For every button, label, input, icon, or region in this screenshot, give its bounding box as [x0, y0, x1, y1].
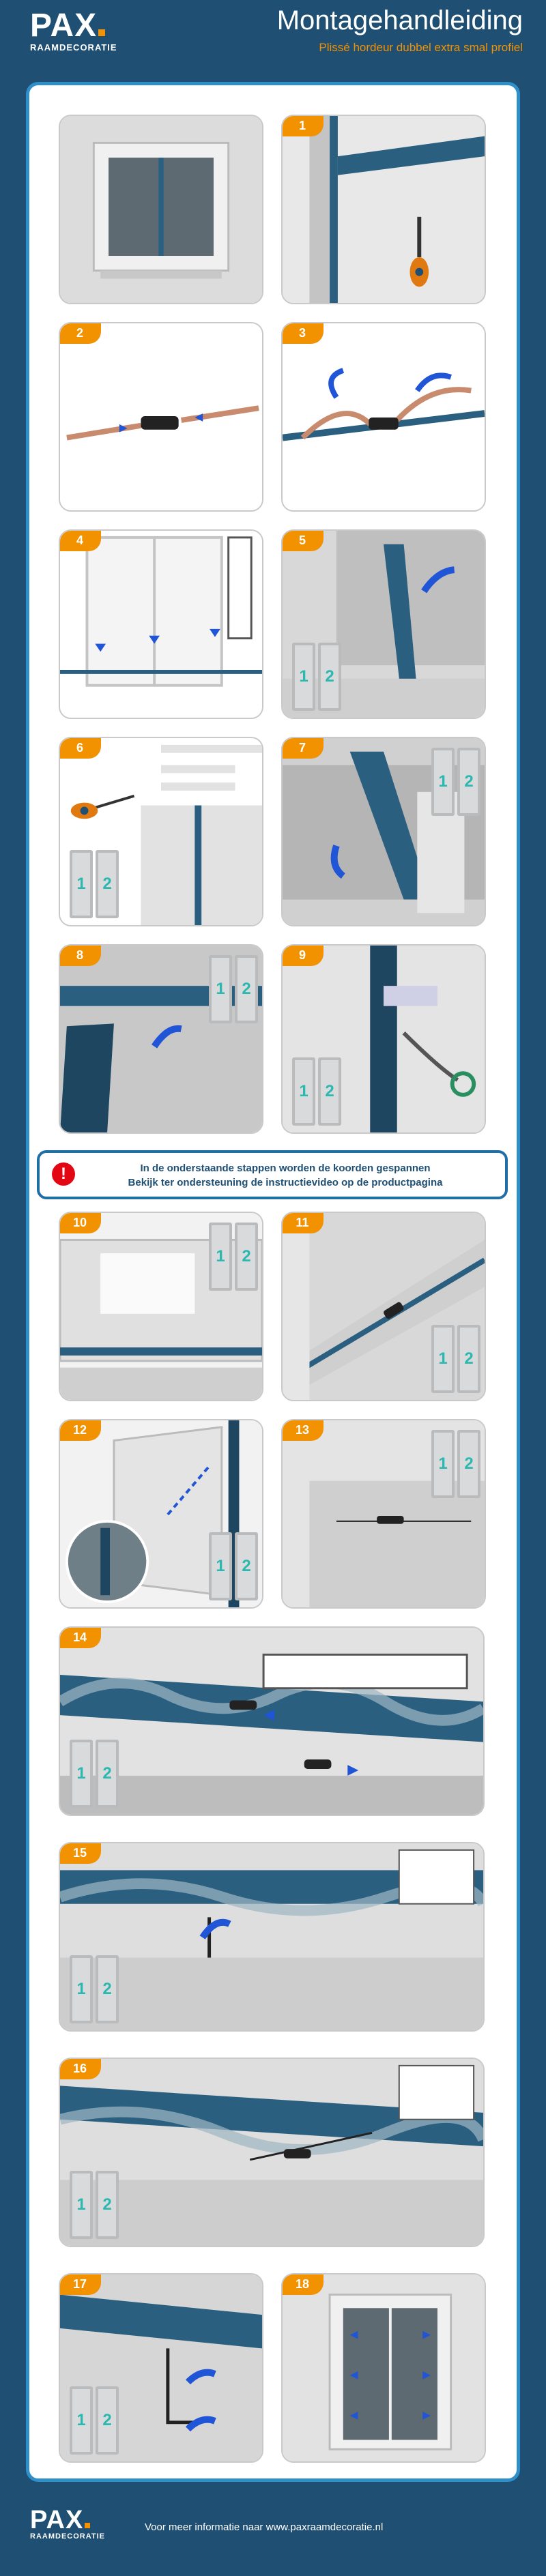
step-13 — [281, 1419, 486, 1609]
step-0 — [59, 115, 263, 304]
step-number-badge: 10 — [59, 1212, 101, 1233]
logo-dot — [98, 29, 105, 36]
window-icon: 1 2 — [431, 748, 480, 816]
step-number-badge: 3 — [281, 322, 324, 344]
step-17 — [59, 2273, 263, 2463]
footer-logo-text: PAX — [30, 2506, 84, 2534]
step-1 — [281, 115, 486, 304]
step-number-badge: 8 — [59, 944, 101, 966]
step-18 — [281, 2273, 486, 2463]
notice-line-2: Bekijk ter ondersteuning de instructievideo op de productpagina — [128, 1177, 443, 1188]
step-number-badge: 7 — [281, 737, 324, 759]
footer-logo-subtitle: RAAMDECORATIE — [30, 2532, 105, 2541]
step-15 — [59, 1842, 485, 2032]
step-number-badge: 1 — [281, 115, 324, 136]
step-1-illustration — [283, 116, 485, 303]
step-14 — [59, 1626, 485, 1816]
step-number-badge: 9 — [281, 944, 324, 966]
logo-dot — [85, 2523, 90, 2528]
step-0-illustration — [60, 116, 262, 303]
window-icon: 1 2 — [70, 2386, 119, 2455]
footer-logo — [30, 2506, 105, 2541]
window-icon: 1 2 — [431, 1325, 480, 1393]
logo-subtitle: RAAMDECORATIE — [30, 42, 117, 53]
step-number-badge: 13 — [281, 1419, 324, 1441]
step-10 — [59, 1212, 263, 1401]
step-4-illustration — [60, 531, 262, 718]
window-icon: 1 2 — [431, 1430, 480, 1498]
window-icon: 1 2 — [209, 955, 258, 1023]
step-2-illustration — [60, 323, 262, 510]
window-icon: 1 2 — [209, 1223, 258, 1291]
footer — [0, 2490, 546, 2576]
footer-info-link[interactable]: Voor meer informatie naar www.paxraamdecoratie.nl — [145, 2521, 384, 2533]
step-16-illustration — [60, 2059, 483, 2246]
window-icon: 1 2 — [292, 643, 341, 711]
window-icon: 1 2 — [70, 850, 119, 918]
step-number-badge: 2 — [59, 322, 101, 344]
window-icon: 1 2 — [70, 2171, 119, 2239]
step-number-badge: 11 — [281, 1212, 324, 1233]
step-number-badge: 15 — [59, 1842, 101, 1864]
step-3-illustration — [283, 323, 485, 510]
step-3 — [281, 322, 486, 512]
window-icon: 1 2 — [292, 1057, 341, 1126]
page-subtitle: Plissé hordeur dubbel extra smal profiel — [319, 41, 523, 54]
step-number-badge: 4 — [59, 529, 101, 551]
window-icon: 1 2 — [70, 1955, 119, 2023]
step-8 — [59, 944, 263, 1134]
step-15-illustration — [60, 1843, 483, 2030]
step-6 — [59, 737, 263, 926]
step-11 — [281, 1212, 486, 1401]
step-number-badge: 5 — [281, 529, 324, 551]
step-number-badge: 18 — [281, 2273, 324, 2295]
step-number-badge: 17 — [59, 2273, 101, 2295]
cord-tension-notice — [37, 1150, 508, 1199]
page-title: Montagehandleiding — [276, 5, 523, 35]
step-5 — [281, 529, 486, 719]
step-9 — [281, 944, 486, 1134]
logo-text: PAX — [30, 8, 98, 44]
header — [0, 0, 546, 74]
step-16 — [59, 2058, 485, 2247]
step-18-illustration — [283, 2274, 485, 2461]
step-7 — [281, 737, 486, 926]
window-icon: 1 2 — [70, 1740, 119, 1808]
notice-text — [94, 1161, 476, 1190]
step-number-badge: 16 — [59, 2058, 101, 2079]
step-number-badge: 14 — [59, 1626, 101, 1648]
step-14-illustration — [60, 1628, 483, 1815]
alert-icon: ! — [52, 1162, 75, 1186]
pax-logo — [30, 8, 117, 53]
step-4 — [59, 529, 263, 719]
window-icon: 1 2 — [209, 1532, 258, 1600]
step-number-badge: 6 — [59, 737, 101, 759]
step-number-badge: 12 — [59, 1419, 101, 1441]
notice-line-1: In de onderstaande stappen worden de koorden gespannen — [140, 1162, 431, 1174]
step-2 — [59, 322, 263, 512]
step-12 — [59, 1419, 263, 1609]
